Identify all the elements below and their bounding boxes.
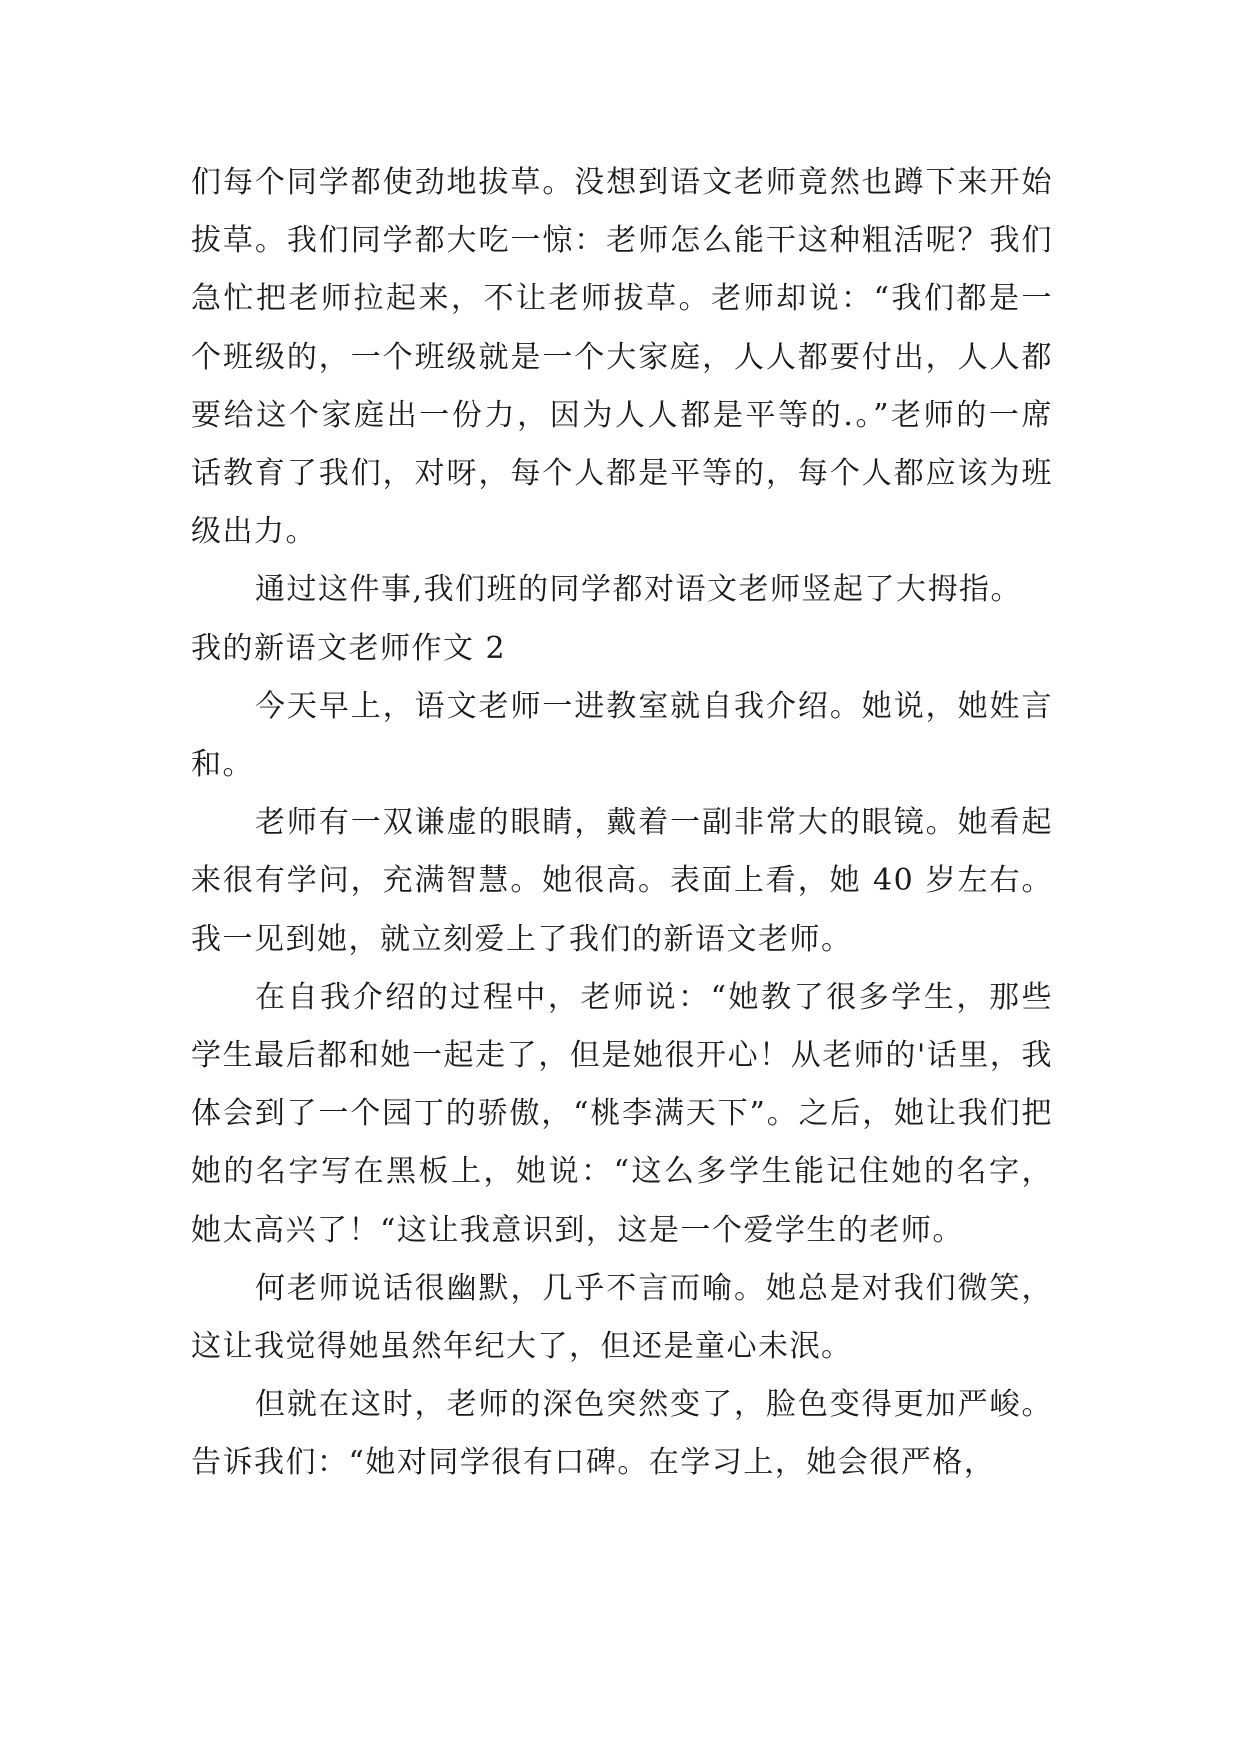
paragraph-7: 但就在这时，老师的深色突然变了，脸色变得更加严峻。告诉我们：“她对同学很有口碑。在学习上，她会很严格， bbox=[191, 1387, 1053, 1481]
paragraph-5: 在自我介绍的过程中，老师说：“她教了很多学生，那些学生最后都和她一起走了，但是她很开心！从老师的'话里，我体会到了一个园丁的骄傲，“桃李满天下”。之后，她让我们把她的名字写在黑板上，她说：“这么多学生能记住她的名字，她太高兴了！“这让我意识到，这是一个爱学生的老师。 bbox=[191, 979, 1053, 1248]
paragraph-6: 何老师说话很幽默，几乎不言而喻。她总是对我们微笑，这让我觉得她虽然年纪大了，但还是童心未泯。 bbox=[191, 1270, 1053, 1365]
paragraph-4: 老师有一双谦虚的眼睛，戴着一副非常大的眼镜。她看起来很有学问，充满智慧。她很高。表面上看，她 40 岁左右。我一见到她，就立刻爱上了我们的新语文老师。 bbox=[191, 805, 1053, 957]
paragraph-2: 通过这件事,我们班的同学都对语文老师竖起了大拇指。 bbox=[255, 572, 1023, 608]
document-body bbox=[191, 154, 1053, 1493]
paragraph-1: 们每个同学都使劲地拔草。没想到语文老师竟然也蹲下来开始拔草。我们同学都大吃一惊：老师怎么能干这种粗活呢？我们急忙把老师拉起来，不让老师拔草。老师却说：“我们都是一个班级的，一个班级就是一个大家庭，人人都要付出，人人都要给这个家庭出一份力，因为人人都是平等的.。”老师的一席话教育了我们，对呀，每个人都是平等的，每个人都应该为班级出力。 bbox=[191, 165, 1053, 550]
paragraph-3: 今天早上，语文老师一进教室就自我介绍。她说，她姓言和。 bbox=[191, 688, 1053, 783]
section-heading: 我的新语文老师作文 2 bbox=[191, 630, 507, 666]
